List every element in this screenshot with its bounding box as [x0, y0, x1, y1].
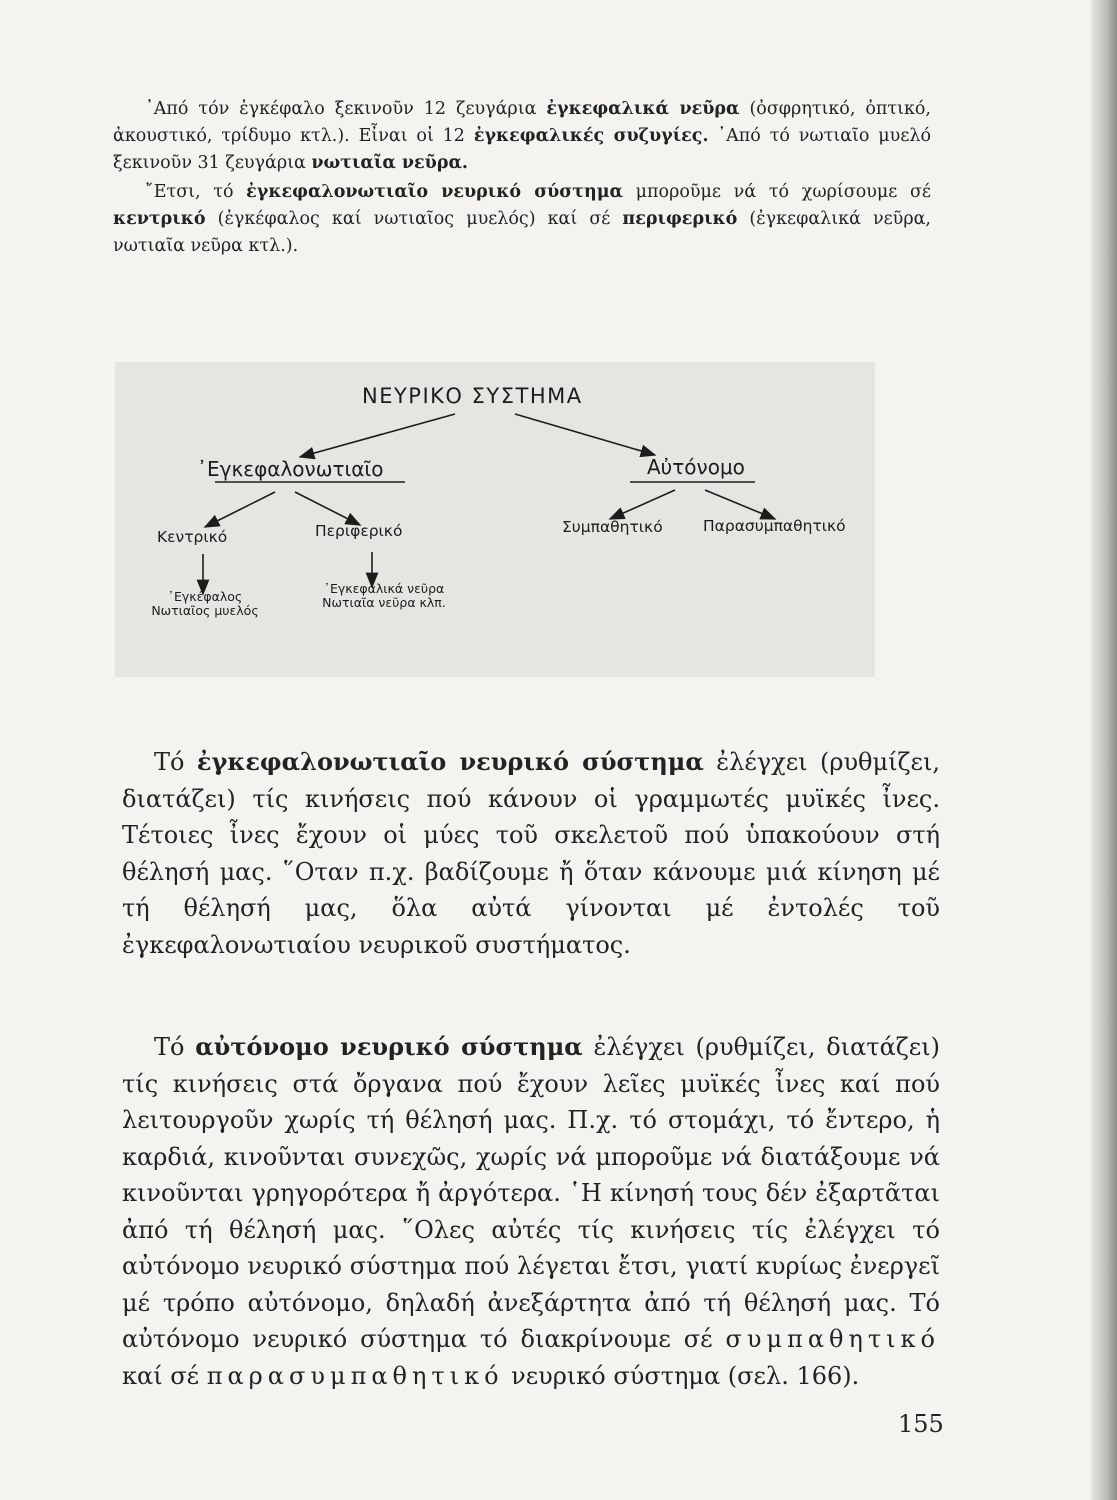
bold-term: περιφερικό — [622, 209, 738, 229]
node-cerebrospinal: ᾿Εγκεφαλονωτιαῖο — [197, 457, 384, 481]
text-run: μποροῦμε νά τό χωρίσουμε σέ — [623, 182, 932, 202]
text-run: ᾿Από τόν ἐγκέφαλο ξεκινοῦν 12 ζευγάρια — [145, 99, 547, 119]
text-run: ᾿Από τό νωτιαῖο μυελό ξεκινοῦν 31 ζευγάρια — [113, 126, 932, 173]
node-central: Κεντρικό — [157, 528, 228, 546]
leaf-central-parts — [145, 590, 265, 618]
bold-term: νωτιαῖα νεῦρα. — [311, 153, 469, 173]
text-run: νευρικό σύστημα (σελ. 166). — [503, 1361, 860, 1390]
arrow-to-sympathetic — [610, 490, 675, 519]
node-autonomic: Αὐτόνομο — [647, 455, 745, 479]
node-sympathetic: Συμπαθητικό — [562, 518, 663, 536]
bold-term: ἐγκεφαλικές συζυγίες. — [473, 126, 709, 146]
text-run: ἐλέγχει (ρυθμίζει, διατάζει) τίς κινήσεις πού κάνουν οἱ γραμμωτές μυϊκές ἶνες. Τέτοιες ἶνες ἔχουν οἱ μύες τοῦ σκελετοῦ πού ὑπακούουν στή θέλησή μας. ῞Οταν π.χ. βαδίζουμε ἤ ὅταν κάνουμε μιά κίνηση μέ τή θέλησή μας, ὅλα αὐτά γίνονται μέ ἐντολές τοῦ ἐγκεφαλονωτιαίου νευρικοῦ συστήματος. — [122, 748, 940, 959]
node-peripheral: Περιφερικό — [315, 522, 403, 540]
page-edge — [1091, 0, 1117, 1500]
leaf-cranial-nerves: ᾿Εγκεφαλικά νεῦρα — [323, 581, 445, 596]
bold-term: ἐγκεφαλικά νεῦρα — [546, 99, 740, 119]
node-parasympathetic: Παρασυμπαθητικό — [703, 517, 846, 535]
spaced-term: συμπαθητικό — [725, 1325, 940, 1353]
arrow-to-cerebrospinal — [300, 414, 455, 457]
leaf-brain: ᾿Εγκέφαλος — [167, 589, 243, 604]
arrow-to-parasympathetic — [705, 490, 775, 519]
bold-term: ἐγκεφαλονωτιαῖο νευρικό σύστημα — [196, 747, 704, 776]
paragraph-autonomic-system — [122, 1029, 940, 1394]
paragraph-cranial-nerves — [113, 96, 931, 177]
diagram-title: ΝΕΥΡΙΚΟ ΣΥΣΤΗΜΑ — [362, 384, 583, 408]
text-run: (ἐγκέφαλος καί νωτιαῖος μυελός) καί σέ — [205, 209, 623, 229]
text-run: (ἐγκεφαλικά νεῦρα, νωτιαῖα νεῦρα κτλ.). — [113, 209, 931, 256]
bold-term: αὐτόνομο νευρικό σύστημα — [195, 1032, 583, 1061]
text-run: Τό — [154, 748, 197, 776]
arrow-to-peripheral — [295, 492, 360, 525]
page-number: 155 — [898, 1410, 944, 1438]
paragraph-cerebrospinal-system — [122, 744, 940, 963]
bold-term: ἐγκεφαλονωτιαῖο νευρικό σύστημα — [246, 182, 623, 202]
arrow-to-central — [205, 492, 275, 527]
text-run: (ὀσφρητικό, ὀπτικό, ἀκουστικό, τρίδυμο κτλ.). Εἶναι οἱ 12 — [113, 99, 931, 146]
nervous-system-diagram — [115, 362, 875, 677]
text-run: Τό — [154, 1033, 196, 1061]
leaf-spinal-nerves: Νωτιαῖα νεῦρα κλπ. — [322, 595, 446, 610]
text-run: ἐλέγχει (ρυθμίζει, διατάζει) τίς κινήσεις στά ὄργανα πού ἔχουν λεῖες μυϊκές ἶνες καί πού λειτουργοῦν χωρίς τή θέλησή μας. Π.χ. τό στομάχι, τό ἔντερο, ἡ καρδιά, κινοῦνται συνεχῶς, χωρίς νά μποροῦμε νά διατάξουμε νά κινοῦνται γρηγορότερα ἤ ἀργότερα. ῾Η κίνησή τους δέν ἐξαρτᾶται ἀπό τή θέλησή μας. ῞Ολες αὐτές τίς κινήσεις τίς ἐλέγχει τό αὐτόνομο νευρικό σύστημα πού λέγεται ἔτσι, γιατί κυρίως ἐνεργεῖ μέ τρόπο αὐτόνομο, δηλαδή ἀνεξάρτητα ἀπό τή θέλησή μας. Τό αὐτόνομο νευρικό σύστημα τό διακρίνουμε σέ — [122, 1033, 941, 1353]
arrow-to-autonomic — [515, 414, 655, 455]
leaf-peripheral-parts — [309, 582, 459, 610]
text-run: ῎Ετσι, τό — [145, 182, 247, 202]
leaf-spinal-cord: Νωτιαῖος μυελός — [151, 603, 259, 618]
text-run: καί σέ — [122, 1361, 207, 1390]
spaced-term: παρασυμπαθητικό — [206, 1361, 504, 1390]
bold-term: κεντρικό — [113, 209, 206, 229]
paragraph-classification — [113, 179, 931, 260]
